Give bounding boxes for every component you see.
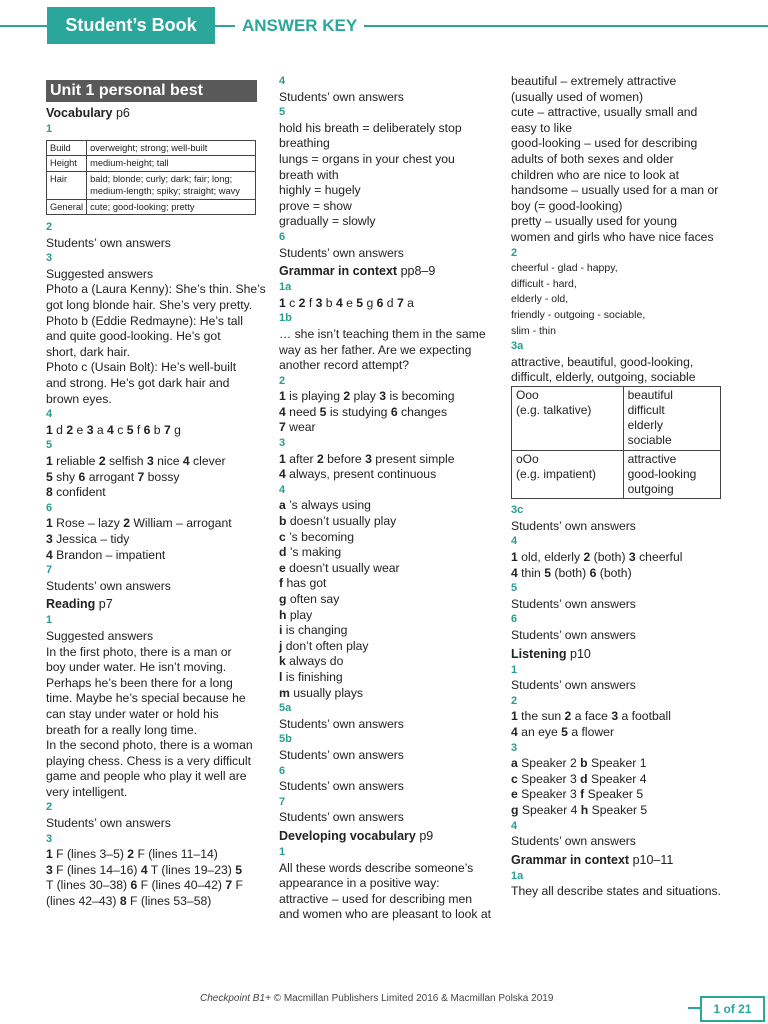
exercise-number: 4: [279, 75, 286, 87]
item-label: 5: [544, 565, 551, 580]
item-label: h: [580, 802, 589, 817]
item-label: f: [580, 787, 585, 802]
item-label: 8: [46, 485, 53, 500]
exercise-number: 1: [279, 845, 286, 858]
item-label: 6: [130, 878, 138, 893]
table-cell: Hair: [47, 171, 87, 199]
table-cell: cute; good-looking; pretty: [87, 199, 256, 215]
exercise-number: 6: [511, 613, 518, 626]
answer-line: Students’ own answers: [46, 235, 171, 250]
answer-line: and women who are pleasant to look at: [279, 907, 492, 922]
item-label: 1: [511, 709, 518, 724]
exercise-number: 3: [46, 252, 53, 265]
answer-line: l is finishing: [279, 669, 343, 684]
table-cell: medium-height; tall: [87, 156, 256, 172]
answer-line: very intelligent.: [46, 784, 128, 799]
answer-line: h play: [279, 607, 313, 622]
item-label: j: [279, 638, 283, 653]
item-label: i: [279, 623, 283, 638]
answer-line: g Speaker 4 h Speaker 5: [511, 802, 648, 817]
answer-line: a Speaker 2 b Speaker 1: [511, 756, 647, 771]
item-label: 3: [46, 531, 53, 546]
item-label: 1: [279, 389, 286, 404]
exercise-number: 1a: [279, 281, 292, 294]
answer-line: Photo c (Usain Bolt): He’s well-built: [46, 360, 237, 375]
answer-line: breath for a really long time.: [46, 722, 198, 737]
table-cell: General: [47, 199, 87, 215]
item-label: l: [279, 669, 283, 684]
answer-line: Suggested answers: [46, 628, 154, 643]
item-label: c: [279, 529, 286, 544]
item-label: 4: [46, 547, 53, 562]
section-heading: Reading p7: [46, 597, 113, 612]
answer-line: lungs = organs in your chest you: [279, 151, 455, 166]
answer-line: friendly - outgoing - sociable,: [511, 308, 646, 321]
item-label: 4: [182, 454, 190, 468]
exercise-number: 5b: [279, 733, 292, 746]
stress-pattern-table: [511, 386, 721, 499]
answer-line: 5 shy 6 arrogant 7 bossy: [46, 469, 180, 484]
item-label: 4: [107, 422, 114, 437]
answer-line: 4 an eye 5 a flower: [511, 725, 614, 740]
section-heading: Vocabulary p6: [46, 106, 130, 120]
answer-line: playing chess. Chess is a very difficult: [46, 753, 252, 768]
answer-line: got long blonde hair. She’s very pretty.: [46, 298, 253, 313]
item-label: 1: [511, 550, 518, 565]
answer-line: 3 F (lines 14–16) 4 T (lines 19–23) 5: [46, 862, 243, 877]
exercise-number: 6: [279, 230, 286, 243]
item-label: 4: [279, 404, 286, 419]
answer-line: easy to like: [511, 120, 572, 135]
item-label: 3: [611, 709, 619, 724]
exercise-number: 5a: [279, 702, 292, 715]
answer-line: another record attempt?: [279, 358, 410, 373]
answer-line: 1 Rose – lazy 2 William – arrogant: [46, 516, 232, 531]
answer-line: k always do: [279, 654, 344, 669]
answer-line: good-looking – used for describing: [511, 136, 698, 151]
answer-key-title: ANSWER KEY: [235, 14, 364, 38]
exercise-number: 6: [279, 764, 286, 777]
exercise-number: 7: [279, 795, 286, 808]
item-label: 2: [66, 422, 74, 437]
answer-line: gradually = slowly: [279, 214, 376, 229]
answer-line: 1 after 2 before 3 present simple: [279, 451, 455, 466]
item-label: 5: [126, 422, 134, 437]
answer-line: slim - thin: [511, 324, 556, 337]
answer-line: m usually plays: [279, 685, 364, 700]
item-label: 4: [140, 862, 148, 877]
answer-line: Students’ own answers: [279, 779, 404, 794]
item-label: 6: [390, 404, 398, 419]
answer-line: boy under water. He isn’t moving.: [46, 660, 227, 675]
item-label: 2: [98, 454, 106, 468]
item-label: 7: [225, 878, 233, 893]
exercise-number: 1: [46, 123, 53, 135]
answer-line: Students’ own answers: [511, 628, 636, 643]
column-3: [511, 74, 725, 900]
answer-line: attractive, beautiful, good-looking,: [511, 354, 694, 369]
answer-line: attractive – used for describing men: [279, 891, 473, 906]
item-label: 1: [46, 454, 53, 468]
answer-line: c ’s becoming: [279, 529, 354, 544]
exercise-number: 2: [46, 801, 53, 814]
book-title-badge: Student’s Book: [47, 7, 215, 44]
answer-line: 1 reliable 2 selfish 3 nice 4 clever: [46, 454, 226, 468]
exercise-number: 5: [279, 106, 286, 119]
item-label: 6: [589, 565, 597, 580]
table-row: [512, 386, 721, 450]
item-label: 2: [343, 389, 351, 404]
item-label: 3: [46, 862, 53, 877]
answer-line: way as her father. Are we expecting: [279, 342, 472, 357]
table-cell: bald; blonde; curly; dark; fair; long; medium-length; spiky; straight; wavy: [87, 171, 256, 199]
table-cell: beautiful difficult elderly sociable: [623, 386, 720, 450]
answer-line: Photo b (Eddie Redmayne): He’s tall: [46, 313, 243, 328]
table-cell: oOo (e.g. impatient): [512, 450, 624, 499]
answer-line: adults of both sexes and older: [511, 151, 674, 166]
section-page-ref: p10–11: [632, 852, 674, 867]
item-label: 4: [335, 295, 343, 310]
item-label: m: [279, 685, 290, 700]
answer-line: b doesn’t usually play: [279, 514, 397, 529]
exercise-number: 3: [511, 741, 518, 754]
item-label: 1: [279, 295, 286, 310]
item-label: 6: [376, 295, 384, 310]
answer-line: time. Maybe he’s special because he: [46, 691, 246, 706]
answer-line: hold his breath = deliberately stop: [279, 120, 462, 135]
answer-line: Students’ own answers: [279, 89, 404, 104]
column-2: [279, 74, 493, 923]
answer-line: All these words describe someone’s: [279, 860, 474, 875]
answer-line: and quite good-looking. He’s got: [46, 329, 221, 344]
answer-line: Students’ own answers: [279, 810, 404, 825]
exercise-number: 4: [46, 408, 53, 421]
answer-line: Students’ own answers: [511, 596, 636, 611]
answer-line: 3 Jessica – tidy: [46, 531, 130, 546]
item-label: e: [511, 787, 518, 802]
section-page-ref: p6: [115, 106, 130, 120]
unit-heading: Unit 1 personal best: [46, 80, 257, 102]
answer-line: Perhaps he’s been there for a long: [46, 675, 233, 690]
answer-line: cheerful - glad - happy,: [511, 262, 618, 275]
answer-line: can stay under water or hold his: [46, 706, 219, 721]
answer-line: 4 always, present continuous: [279, 467, 437, 482]
exercise-number: 5: [46, 439, 53, 452]
answer-line: appearance in a positive way:: [279, 876, 440, 891]
column-1: [46, 74, 266, 910]
item-label: 2: [316, 451, 324, 466]
answer-line: e Speaker 3 f Speaker 5: [511, 787, 644, 802]
exercise-number: 1a: [511, 869, 524, 882]
item-label: 1: [46, 422, 53, 437]
exercise-number: 5: [511, 582, 518, 595]
answer-line: Students’ own answers: [279, 716, 404, 731]
answer-line: Students’ own answers: [46, 816, 171, 831]
section-heading: Listening p10: [511, 646, 591, 661]
exercise-number: 1: [46, 614, 53, 627]
section-heading: Developing vocabulary p9: [279, 828, 434, 843]
item-label: 7: [163, 422, 171, 437]
answer-line: brown eyes.: [46, 391, 112, 406]
item-label: 1: [279, 451, 286, 466]
item-label: 4: [511, 565, 518, 580]
item-label: d: [279, 545, 287, 560]
answer-line: 4 thin 5 (both) 6 (both): [511, 565, 632, 580]
answer-line: 1 the sun 2 a face 3 a football: [511, 709, 671, 724]
section-page-ref: pp8–9: [400, 264, 436, 279]
answer-line: i is changing: [279, 623, 348, 638]
item-label: f: [279, 576, 284, 591]
table-cell: attractive good-looking outgoing: [623, 450, 720, 499]
answer-line: (usually used of women): [511, 89, 644, 104]
exercise-number: 7: [46, 564, 53, 577]
item-label: 5: [46, 469, 53, 484]
answer-line: 1 d 2 e 3 a 4 c 5 f 6 b 7 g: [46, 422, 181, 437]
answer-line: 7 wear: [279, 420, 316, 435]
answer-line: Photo a (Laura Kenny): She’s thin. She’s: [46, 282, 266, 297]
answer-line: c Speaker 3 d Speaker 4: [511, 771, 647, 786]
answer-line: … she isn’t teaching them in the same: [279, 326, 486, 341]
item-label: 5: [356, 295, 364, 310]
table-row: [47, 156, 256, 172]
item-label: 6: [143, 422, 151, 437]
item-label: 4: [279, 467, 286, 482]
exercise-number: 2: [279, 374, 286, 387]
answer-line: 8 confident: [46, 485, 106, 500]
answer-line: e doesn’t usually wear: [279, 560, 400, 575]
table-row: [47, 171, 256, 199]
item-label: 5: [319, 404, 327, 419]
item-label: 3: [146, 454, 154, 468]
answer-line: g often say: [279, 592, 340, 606]
answer-line: 1 is playing 2 play 3 is becoming: [279, 389, 455, 404]
item-label: 7: [137, 469, 145, 484]
answer-line: breathing: [279, 136, 330, 151]
exercise-number: 2: [511, 694, 518, 707]
answer-line: Students’ own answers: [279, 245, 404, 260]
answer-line: handsome – usually used for a man or: [511, 183, 719, 198]
item-label: 2: [564, 709, 572, 724]
item-label: 3: [315, 295, 323, 310]
answer-line: pretty – usually used for young: [511, 214, 677, 229]
answer-line: 1 c 2 f 3 b 4 e 5 g 6 d 7 a: [279, 295, 414, 310]
answer-line: breath with: [279, 167, 339, 182]
item-label: 3: [628, 550, 636, 565]
answer-line: difficult, elderly, outgoing, sociable: [511, 370, 696, 385]
item-label: 2: [298, 295, 306, 310]
answer-line: Students’ own answers: [46, 578, 171, 593]
item-label: 3: [379, 389, 387, 404]
exercise-number: 2: [511, 246, 518, 259]
answer-line: elderly - old,: [511, 293, 569, 306]
section-page-ref: p9: [419, 828, 434, 843]
answer-line: Students’ own answers: [511, 518, 636, 533]
answer-line: a ’s always using: [279, 498, 371, 513]
exercise-number: 1: [511, 663, 518, 676]
item-label: a: [511, 756, 518, 771]
section-page-ref: p7: [98, 597, 113, 612]
answer-line: cute – attractive, usually small and: [511, 105, 698, 120]
table-cell: Build: [47, 140, 87, 156]
item-label: a: [279, 498, 286, 513]
exercise-number: 4: [279, 483, 286, 496]
exercise-number: 3: [279, 437, 286, 450]
answer-line: Students’ own answers: [511, 678, 636, 693]
item-label: g: [279, 592, 287, 606]
item-label: b: [279, 514, 287, 529]
section-page-ref: p10: [570, 646, 591, 661]
item-label: 3: [365, 451, 372, 466]
table-cell: overweight; strong; well-built: [87, 140, 256, 156]
item-label: k: [279, 654, 286, 669]
answer-line: In the second photo, there is a woman: [46, 738, 253, 753]
item-label: 3: [86, 422, 94, 437]
item-label: d: [580, 771, 588, 786]
answer-line: and strong. He’s got dark hair and: [46, 376, 230, 391]
item-label: 7: [279, 420, 286, 435]
item-label: g: [511, 802, 519, 817]
table-row: [512, 450, 721, 499]
answer-line: (lines 42–43) 8 F (lines 53–58): [46, 894, 212, 909]
answer-line: f has got: [279, 576, 327, 591]
item-label: 1: [46, 847, 53, 862]
answer-line: short, dark hair.: [46, 344, 130, 359]
answer-line: In the first photo, there is a man or: [46, 644, 232, 659]
vocabulary-table: [46, 140, 256, 216]
answer-line: Suggested answers: [46, 266, 154, 281]
table-row: [47, 199, 256, 215]
answer-line: boy (= good-looking): [511, 198, 623, 213]
answer-line: game and people who play it well are: [46, 769, 247, 784]
table-cell: Ooo (e.g. talkative): [512, 386, 624, 450]
answer-line: d ’s making: [279, 545, 342, 560]
exercise-number: 1b: [279, 312, 292, 325]
answer-line: difficult - hard,: [511, 277, 577, 290]
exercise-number: 6: [46, 501, 53, 514]
answer-line: Students’ own answers: [511, 834, 636, 849]
exercise-number: 3c: [511, 504, 524, 517]
item-label: 5: [235, 862, 243, 877]
answer-line: j don’t often play: [279, 638, 369, 653]
section-heading: Grammar in context p10–11: [511, 852, 674, 867]
page-number: 1 of 21: [700, 996, 765, 1022]
answer-line: children who are nice to look at: [511, 167, 680, 182]
item-label: 2: [127, 847, 135, 862]
copyright-footer: Checkpoint B1+ © Macmillan Publishers Limited 2016 & Macmillan Polska 2019: [200, 993, 554, 1004]
exercise-number: 4: [511, 819, 518, 832]
answer-line: 1 old, elderly 2 (both) 3 cheerful: [511, 550, 683, 565]
answer-line: prove = show: [279, 198, 352, 213]
answer-line: They all describe states and situations.: [511, 884, 722, 899]
answer-line: 4 need 5 is studying 6 changes: [279, 404, 448, 419]
item-label: b: [580, 756, 588, 771]
item-label: 6: [78, 469, 86, 484]
item-label: 5: [561, 725, 568, 740]
item-label: 2: [123, 516, 131, 531]
item-label: 8: [119, 894, 127, 909]
answer-line: Students’ own answers: [279, 747, 404, 762]
answer-line: beautiful – extremely attractive: [511, 74, 677, 88]
item-label: 7: [396, 295, 404, 310]
answer-line: 4 Brandon – impatient: [46, 547, 166, 562]
item-label: 2: [583, 550, 591, 565]
item-label: c: [511, 771, 518, 786]
item-label: h: [279, 607, 287, 622]
exercise-number: 2: [46, 221, 53, 234]
answer-line: women and girls who have nice faces: [511, 229, 714, 244]
answer-line: T (lines 30–38) 6 F (lines 40–42) 7 F: [46, 878, 243, 893]
table-cell: Height: [47, 156, 87, 172]
exercise-number: 3: [46, 832, 53, 845]
table-row: [47, 140, 256, 156]
item-label: 1: [46, 516, 53, 531]
exercise-number: 4: [511, 535, 518, 548]
exercise-number: 3a: [511, 340, 524, 353]
section-heading: Grammar in context pp8–9: [279, 264, 436, 279]
item-label: e: [279, 560, 286, 575]
item-label: 4: [511, 725, 518, 740]
answer-line: 1 F (lines 3–5) 2 F (lines 11–14): [46, 847, 218, 862]
answer-line: highly = hugely: [279, 183, 361, 198]
